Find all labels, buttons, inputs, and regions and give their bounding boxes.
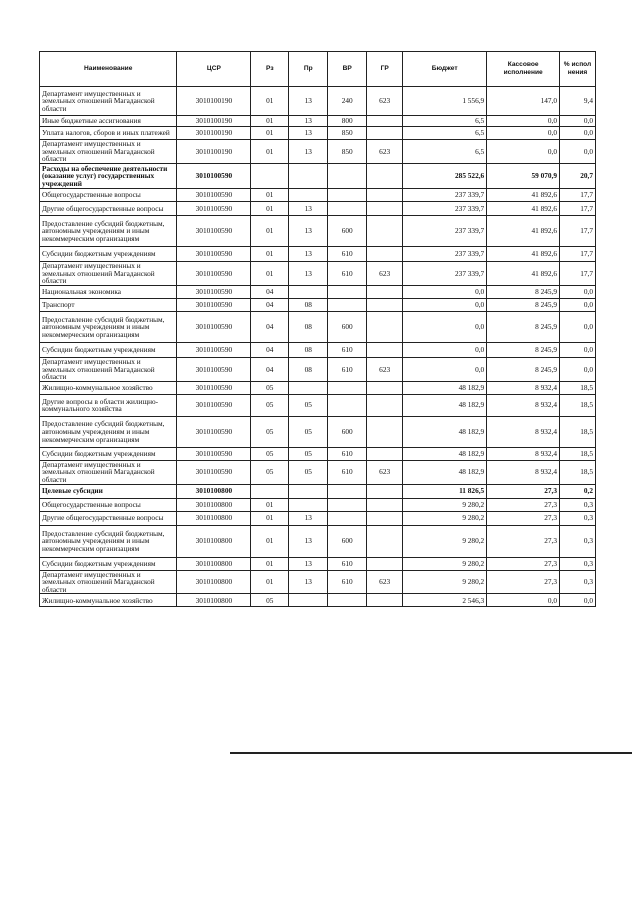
budget-table [39,51,596,607]
cell-gr [367,202,403,216]
cell-cash: 8 245,9 [487,358,560,382]
cell-rz: 04 [251,312,289,343]
cell-csr: 3010100800 [177,525,251,557]
cell-cash: 41 892,6 [487,216,560,247]
cell-pr: 05 [289,447,328,460]
cell-vr [328,164,367,189]
table-row [40,216,596,247]
cell-pct: 0,3 [560,498,596,511]
cell-csr: 3010100800 [177,484,251,498]
cell-pct: 17,7 [560,262,596,286]
cell-name: Иные бюджетные ассигнования [40,116,177,127]
cell-cash: 8 932,4 [487,416,560,447]
horizontal-rule [230,752,632,754]
table-row [40,570,596,594]
cell-pr: 13 [289,202,328,216]
col-header-budget: Бюджет [403,52,487,87]
table-row [40,262,596,286]
cell-rz: 01 [251,247,289,262]
cell-csr: 3010100590 [177,358,251,382]
table-row [40,511,596,525]
cell-pct: 20,7 [560,164,596,189]
cell-budget: 2 546,3 [403,594,487,607]
cell-pr [289,381,328,394]
cell-csr: 3010100590 [177,394,251,416]
cell-cash: 8 932,4 [487,394,560,416]
cell-budget: 11 826,5 [403,484,487,498]
cell-vr: 600 [328,525,367,557]
cell-pr [289,189,328,202]
cell-budget: 48 182,9 [403,381,487,394]
cell-csr: 3010100590 [177,312,251,343]
cell-csr: 3010100590 [177,460,251,484]
cell-pr: 13 [289,570,328,594]
cell-name: Предоставление субсидий бюджетным, автономным учреждениям и иным некоммерческим организациям [40,525,177,557]
cell-pct: 18,5 [560,394,596,416]
cell-vr [328,594,367,607]
cell-pr [289,498,328,511]
cell-pct: 0,3 [560,570,596,594]
cell-name: Предоставление субсидий бюджетным, автономным учреждениям и иным некоммерческим организациям [40,416,177,447]
cell-cash: 8 932,4 [487,447,560,460]
cell-cash: 27,3 [487,484,560,498]
cell-csr: 3010100590 [177,202,251,216]
cell-pct: 0,0 [560,299,596,312]
cell-pr [289,286,328,299]
cell-gr [367,416,403,447]
table-row [40,525,596,557]
cell-budget: 9 280,2 [403,525,487,557]
cell-name: Субсидии бюджетным учреждениям [40,557,177,570]
cell-vr: 610 [328,447,367,460]
cell-name: Жилищно-коммунальное хозяйство [40,381,177,394]
cell-gr [367,511,403,525]
cell-rz [251,484,289,498]
cell-cash: 59 070,9 [487,164,560,189]
cell-pr: 13 [289,216,328,247]
cell-name: Департамент имущественных и земельных отношений Магаданской области [40,262,177,286]
cell-cash: 41 892,6 [487,247,560,262]
table-row [40,87,596,116]
cell-vr [328,484,367,498]
table-row [40,164,596,189]
cell-gr [367,299,403,312]
cell-vr [328,498,367,511]
cell-csr: 3010100190 [177,140,251,164]
cell-gr [367,447,403,460]
cell-rz: 01 [251,216,289,247]
cell-vr: 850 [328,127,367,140]
table-row [40,140,596,164]
cell-pr: 08 [289,299,328,312]
cell-pr: 13 [289,116,328,127]
cell-budget: 9 280,2 [403,557,487,570]
cell-gr: 623 [367,358,403,382]
cell-budget: 237 339,7 [403,216,487,247]
cell-gr [367,594,403,607]
cell-rz: 05 [251,381,289,394]
table-row [40,189,596,202]
cell-rz: 05 [251,416,289,447]
cell-vr [328,202,367,216]
cell-cash: 41 892,6 [487,202,560,216]
cell-budget: 0,0 [403,358,487,382]
cell-name: Национальная экономика [40,286,177,299]
cell-budget: 0,0 [403,299,487,312]
cell-rz: 05 [251,594,289,607]
cell-pr: 13 [289,511,328,525]
cell-name: Транспорт [40,299,177,312]
cell-name: Другие общегосударственные вопросы [40,202,177,216]
table-row [40,127,596,140]
cell-pr: 05 [289,460,328,484]
cell-pr: 13 [289,127,328,140]
cell-rz: 01 [251,202,289,216]
cell-name: Расходы на обеспечение деятельности (оказание услуг) государственных учреждений [40,164,177,189]
cell-cash: 27,3 [487,525,560,557]
cell-name: Другие общегосударственные вопросы [40,511,177,525]
cell-rz: 05 [251,394,289,416]
cell-pr: 13 [289,525,328,557]
cell-vr: 610 [328,247,367,262]
cell-gr [367,286,403,299]
cell-gr [367,484,403,498]
cell-rz: 01 [251,140,289,164]
cell-pct: 18,5 [560,416,596,447]
cell-cash: 41 892,6 [487,189,560,202]
cell-csr: 3010100590 [177,189,251,202]
table-row [40,460,596,484]
cell-gr [367,394,403,416]
cell-gr: 623 [367,570,403,594]
cell-budget: 0,0 [403,343,487,358]
cell-budget: 285 522,6 [403,164,487,189]
table-row [40,557,596,570]
cell-pct: 18,5 [560,460,596,484]
cell-budget: 6,5 [403,127,487,140]
cell-csr: 3010100590 [177,299,251,312]
cell-gr [367,116,403,127]
cell-csr: 3010100590 [177,286,251,299]
cell-rz: 01 [251,87,289,116]
cell-csr: 3010100800 [177,557,251,570]
cell-cash: 147,0 [487,87,560,116]
cell-name: Департамент имущественных и земельных отношений Магаданской области [40,460,177,484]
cell-name: Другие вопросы в области жилищно-коммунального хозяйства [40,394,177,416]
cell-csr: 3010100800 [177,498,251,511]
cell-cash: 0,0 [487,594,560,607]
cell-pr: 05 [289,416,328,447]
cell-cash: 8 245,9 [487,312,560,343]
table-body [40,87,596,607]
cell-pr: 08 [289,312,328,343]
cell-budget: 48 182,9 [403,447,487,460]
cell-cash: 0,0 [487,140,560,164]
table-row [40,343,596,358]
cell-vr [328,511,367,525]
cell-vr [328,286,367,299]
cell-gr: 623 [367,87,403,116]
cell-budget: 9 280,2 [403,511,487,525]
cell-csr: 3010100590 [177,262,251,286]
cell-pr: 08 [289,358,328,382]
cell-pct: 18,5 [560,447,596,460]
cell-budget: 9 280,2 [403,570,487,594]
cell-csr: 3010100800 [177,570,251,594]
cell-rz: 04 [251,358,289,382]
cell-cash: 27,3 [487,570,560,594]
cell-csr: 3010100800 [177,511,251,525]
table-row [40,416,596,447]
cell-pr: 13 [289,87,328,116]
cell-name: Субсидии бюджетным учреждениям [40,447,177,460]
table-row [40,484,596,498]
cell-cash: 8 245,9 [487,286,560,299]
cell-csr: 3010100190 [177,116,251,127]
cell-pr [289,164,328,189]
table-row [40,286,596,299]
cell-name: Департамент имущественных и земельных отношений Магаданской области [40,358,177,382]
cell-pr: 13 [289,140,328,164]
table-row [40,116,596,127]
cell-gr: 623 [367,140,403,164]
cell-name: Субсидии бюджетным учреждениям [40,343,177,358]
cell-csr: 3010100590 [177,447,251,460]
cell-pct: 0,2 [560,484,596,498]
col-header-rz: Рз [251,52,289,87]
cell-name: Департамент имущественных и земельных отношений Магаданской области [40,140,177,164]
cell-budget: 0,0 [403,312,487,343]
cell-rz: 01 [251,116,289,127]
cell-rz: 01 [251,127,289,140]
col-header-pr: Пр [289,52,328,87]
cell-pct: 17,7 [560,247,596,262]
cell-vr: 610 [328,570,367,594]
cell-rz: 05 [251,447,289,460]
col-header-vr: ВР [328,52,367,87]
cell-csr: 3010100590 [177,216,251,247]
cell-pct: 17,7 [560,216,596,247]
cell-csr: 3010100190 [177,127,251,140]
table-header-row [40,52,596,87]
cell-gr [367,498,403,511]
cell-pct: 0,3 [560,511,596,525]
cell-rz: 04 [251,299,289,312]
table-row [40,381,596,394]
cell-budget: 48 182,9 [403,460,487,484]
cell-pct: 0,0 [560,140,596,164]
cell-name: Субсидии бюджетным учреждениям [40,247,177,262]
col-header-gr: ГР [367,52,403,87]
cell-rz: 01 [251,498,289,511]
cell-pr: 13 [289,262,328,286]
cell-cash: 27,3 [487,498,560,511]
cell-cash: 41 892,6 [487,262,560,286]
cell-cash: 8 245,9 [487,299,560,312]
cell-gr: 623 [367,460,403,484]
cell-pct: 0,0 [560,358,596,382]
cell-csr: 3010100590 [177,164,251,189]
cell-name: Целевые субсидии [40,484,177,498]
cell-gr [367,189,403,202]
cell-rz: 01 [251,262,289,286]
col-header-name: Наименование [40,52,177,87]
cell-gr [367,216,403,247]
cell-pct: 17,7 [560,189,596,202]
cell-pct: 0,3 [560,525,596,557]
cell-csr: 3010100590 [177,247,251,262]
cell-pct: 0,0 [560,116,596,127]
table-row [40,299,596,312]
cell-pct: 0,0 [560,286,596,299]
cell-vr: 600 [328,312,367,343]
cell-rz: 01 [251,189,289,202]
cell-budget: 9 280,2 [403,498,487,511]
cell-cash: 8 245,9 [487,343,560,358]
cell-cash: 0,0 [487,127,560,140]
cell-name: Общегосударственные вопросы [40,498,177,511]
cell-csr: 3010100590 [177,343,251,358]
cell-budget: 6,5 [403,140,487,164]
cell-budget: 237 339,7 [403,262,487,286]
cell-rz: 01 [251,511,289,525]
cell-rz: 05 [251,460,289,484]
cell-pct: 0,0 [560,312,596,343]
col-header-csr: ЦСР [177,52,251,87]
cell-gr [367,312,403,343]
cell-budget: 48 182,9 [403,394,487,416]
cell-pct: 0,0 [560,594,596,607]
cell-rz: 04 [251,286,289,299]
cell-csr: 3010100590 [177,381,251,394]
cell-gr [367,247,403,262]
cell-gr [367,381,403,394]
cell-budget: 48 182,9 [403,416,487,447]
cell-pct: 18,5 [560,381,596,394]
cell-budget: 0,0 [403,286,487,299]
cell-pct: 9,4 [560,87,596,116]
cell-vr: 600 [328,216,367,247]
cell-name: Предоставление субсидий бюджетным, автономным учреждениям и иным некоммерческим организациям [40,312,177,343]
cell-cash: 8 932,4 [487,460,560,484]
cell-name: Предоставление субсидий бюджетным, автономным учреждениям и иным некоммерческим организациям [40,216,177,247]
cell-gr: 623 [367,262,403,286]
table-row [40,498,596,511]
cell-rz: 01 [251,570,289,594]
table-row [40,202,596,216]
table-row [40,447,596,460]
cell-pr: 08 [289,343,328,358]
cell-rz: 04 [251,343,289,358]
cell-cash: 27,3 [487,557,560,570]
cell-budget: 1 556,9 [403,87,487,116]
cell-pct: 0,0 [560,127,596,140]
cell-pr: 13 [289,247,328,262]
cell-vr [328,189,367,202]
table-row [40,594,596,607]
cell-pr: 05 [289,394,328,416]
cell-pr: 13 [289,557,328,570]
cell-cash: 8 932,4 [487,381,560,394]
cell-vr: 800 [328,116,367,127]
cell-budget: 237 339,7 [403,189,487,202]
cell-name: Общегосударственные вопросы [40,189,177,202]
cell-vr [328,394,367,416]
cell-name: Жилищно-коммунальное хозяйство [40,594,177,607]
cell-csr: 3010100800 [177,594,251,607]
col-header-cash: Кассовое исполнение [487,52,560,87]
cell-pct: 0,3 [560,557,596,570]
cell-budget: 237 339,7 [403,202,487,216]
cell-cash: 0,0 [487,116,560,127]
cell-rz: 01 [251,525,289,557]
cell-vr: 610 [328,460,367,484]
table-row [40,394,596,416]
cell-rz [251,164,289,189]
cell-csr: 3010100190 [177,87,251,116]
cell-vr: 610 [328,262,367,286]
cell-budget: 6,5 [403,116,487,127]
cell-vr: 850 [328,140,367,164]
col-header-pct: % испол нения [560,52,596,87]
cell-vr: 240 [328,87,367,116]
table-row [40,247,596,262]
cell-vr: 600 [328,416,367,447]
cell-vr: 610 [328,557,367,570]
cell-budget: 237 339,7 [403,247,487,262]
cell-cash: 27,3 [487,511,560,525]
cell-gr [367,525,403,557]
cell-vr: 610 [328,358,367,382]
cell-name: Департамент имущественных и земельных отношений Магаданской области [40,570,177,594]
cell-rz: 01 [251,557,289,570]
cell-name: Департамент имущественных и земельных отношений Магаданской области [40,87,177,116]
cell-vr [328,381,367,394]
table-row [40,358,596,382]
cell-vr [328,299,367,312]
cell-pr [289,594,328,607]
cell-pr [289,484,328,498]
cell-vr: 610 [328,343,367,358]
table-row [40,312,596,343]
cell-name: Уплата налогов, сборов и иных платежей [40,127,177,140]
cell-pct: 0,0 [560,343,596,358]
cell-gr [367,557,403,570]
cell-gr [367,127,403,140]
cell-gr [367,164,403,189]
cell-csr: 3010100590 [177,416,251,447]
cell-gr [367,343,403,358]
cell-pct: 17,7 [560,202,596,216]
